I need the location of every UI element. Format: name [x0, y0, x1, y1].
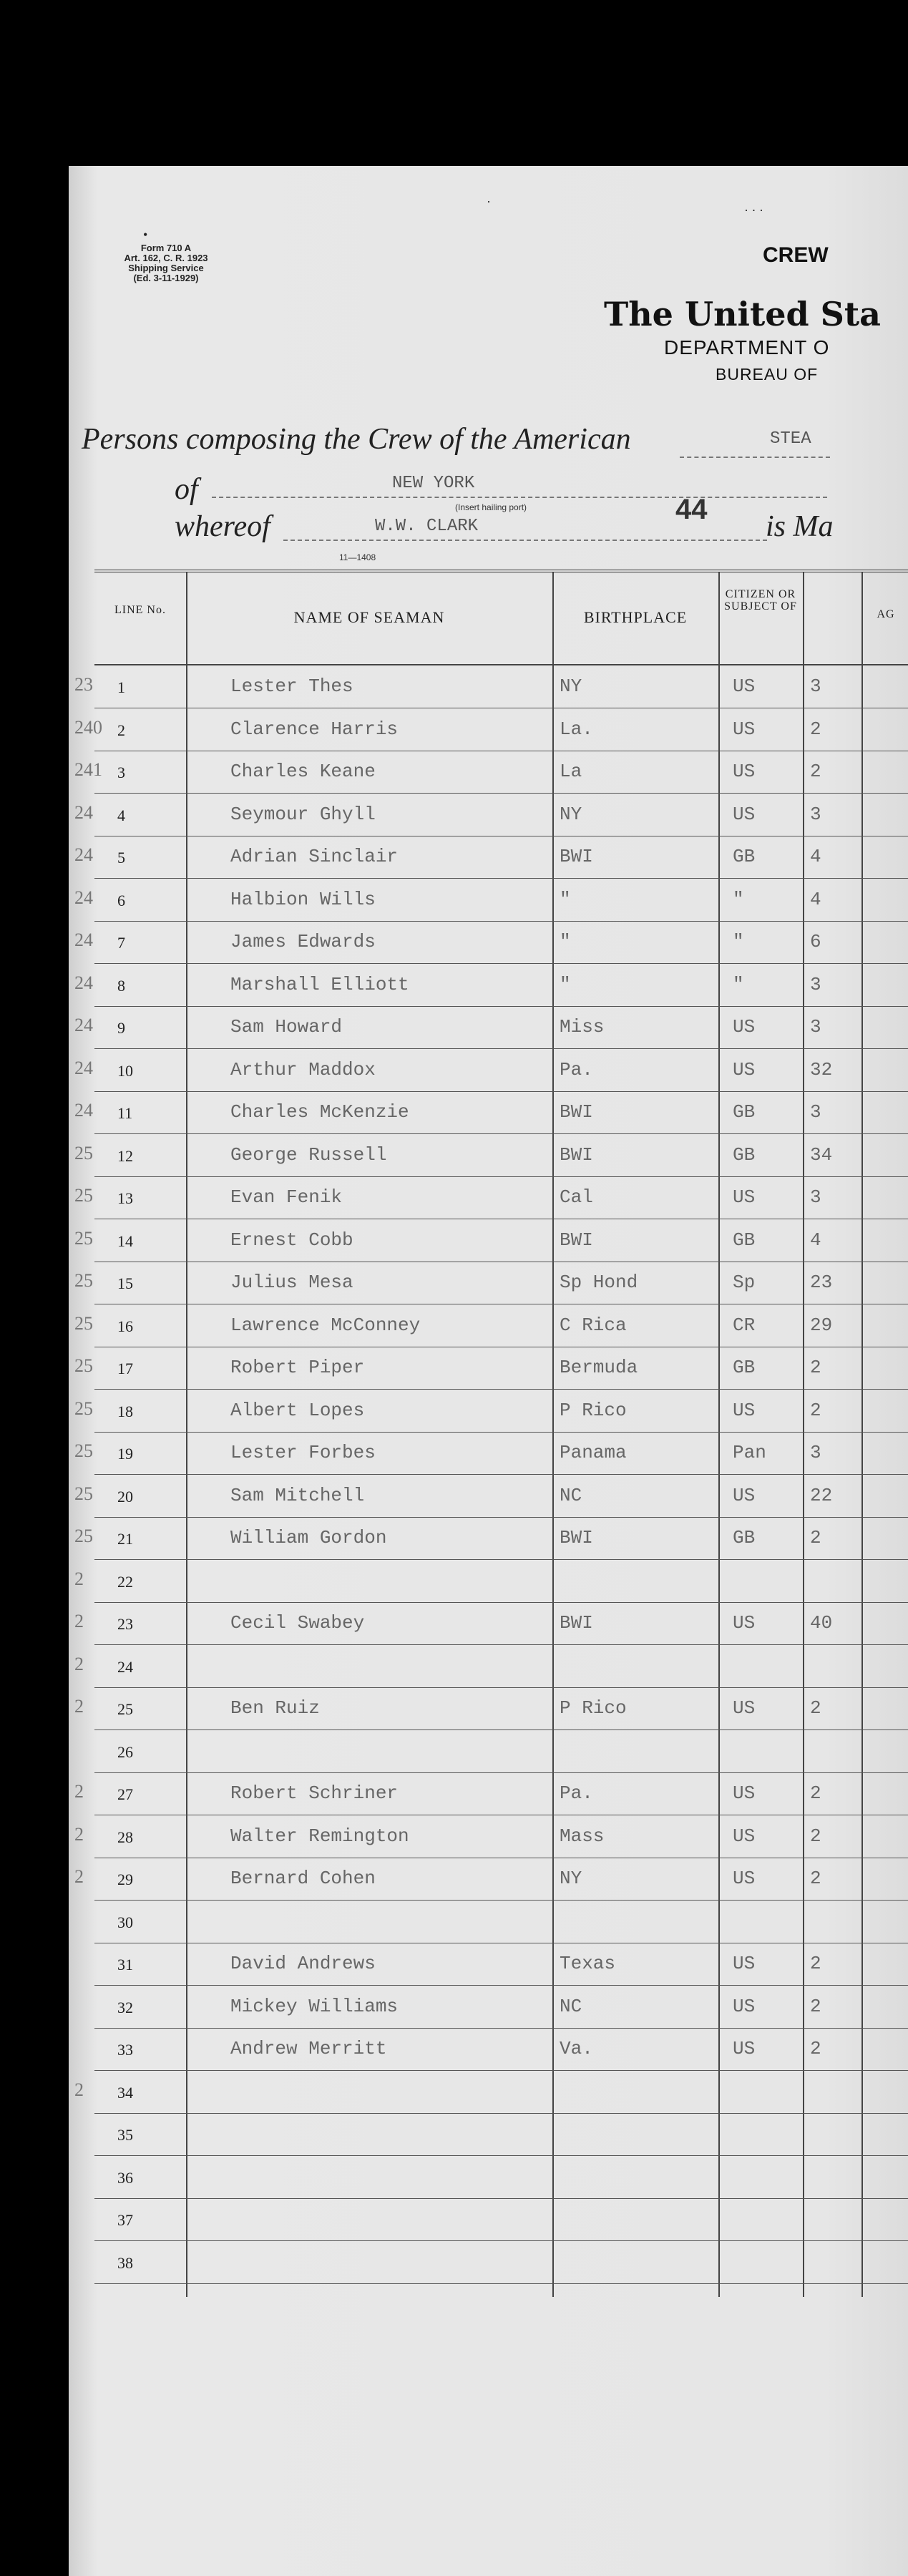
line-prefix: 2 [74, 1611, 84, 1631]
table-row [74, 921, 908, 964]
citizenship: US [733, 1953, 756, 1974]
citizenship: Pan [733, 1442, 766, 1463]
line-number: 38 [117, 2253, 133, 2272]
line-prefix: 2 [74, 1781, 84, 1802]
birthplace: " [560, 888, 571, 910]
table-row [74, 1262, 908, 1304]
citizenship: US [733, 1016, 756, 1038]
citizenship: US [733, 1399, 756, 1421]
citizenship: US [733, 1058, 756, 1080]
citizenship: US [733, 2038, 756, 2059]
line-number: 18 [117, 1402, 133, 1420]
seaman-name: Albert Lopes [230, 1399, 365, 1421]
birthplace: NY [560, 1868, 582, 1889]
age: 3 [810, 1186, 821, 1208]
line-prefix: 2 [74, 1568, 84, 1589]
birthplace: Sp Hond [560, 1272, 638, 1293]
age: 4 [810, 1229, 821, 1251]
seaman-name: Marshall Elliott [230, 973, 409, 995]
line-number: 14 [117, 1231, 133, 1250]
age: 2 [810, 1399, 821, 1421]
table-row [74, 1858, 908, 1901]
line-prefix: 2 [74, 1653, 84, 1674]
line-number: 27 [117, 1785, 133, 1803]
citizenship: GB [733, 1229, 756, 1251]
line-number: 28 [117, 1828, 133, 1846]
line-prefix: 24 [74, 972, 93, 993]
age: 2 [810, 1782, 821, 1804]
age: 2 [810, 1357, 821, 1378]
table-row [74, 1560, 908, 1603]
age: 3 [810, 1101, 821, 1123]
age: 40 [810, 1612, 833, 1634]
table-row [94, 1730, 908, 1773]
table-row [74, 964, 908, 1007]
table-row [94, 2198, 908, 2241]
table-row [74, 1645, 908, 1688]
line-number: 11 [117, 1104, 133, 1122]
crew-table [74, 570, 908, 2297]
seaman-name: Bernard Cohen [230, 1868, 376, 1889]
citizenship: US [733, 1868, 756, 1889]
citizenship: US [733, 1697, 756, 1719]
line-prefix: 25 [74, 1142, 93, 1163]
age: 3 [810, 1442, 821, 1463]
col-citizen: CITIZEN OR SUBJECT OF [724, 588, 797, 613]
punch-marks: · · · [744, 203, 763, 218]
table-row [94, 2156, 908, 2199]
line-prefix: 25 [74, 1270, 93, 1291]
table-row [74, 836, 908, 879]
age: 2 [810, 718, 821, 740]
line-prefix: 241 [74, 759, 102, 780]
seaman-name: Clarence Harris [230, 718, 399, 740]
age: 2 [810, 761, 821, 782]
age: 29 [810, 1314, 833, 1336]
line-number: 20 [117, 1487, 133, 1506]
seaman-name: Charles McKenzie [230, 1101, 409, 1123]
birthplace: Cal [560, 1186, 593, 1208]
line-number: 35 [117, 2126, 133, 2144]
citizenship: " [733, 888, 744, 910]
birthplace: Pa. [560, 1058, 593, 1080]
persons-line: Persons composing the Crew of the American [82, 423, 631, 456]
seaman-name: Lawrence McConney [230, 1314, 421, 1336]
table-row [74, 1134, 908, 1177]
col-name: NAME OF SEAMAN [293, 608, 445, 626]
citizenship: US [733, 1612, 756, 1634]
table-row [74, 751, 908, 794]
table-row [74, 1049, 908, 1092]
birthplace: Panama [560, 1442, 627, 1463]
table-row [74, 708, 908, 751]
seaman-name: Ernest Cobb [230, 1229, 353, 1251]
line-number: 37 [117, 2211, 133, 2229]
age: 32 [810, 1058, 833, 1080]
table-row [74, 879, 908, 922]
table-row [94, 2113, 908, 2156]
line-number: 4 [117, 806, 125, 824]
birthplace: Miss [560, 1016, 605, 1038]
line-number: 30 [117, 1913, 133, 1931]
citizenship: US [733, 1825, 756, 1847]
crew-heading: CREW [763, 243, 829, 267]
age: 3 [810, 803, 821, 825]
table-row [74, 1006, 908, 1049]
whereof-label: whereof [175, 510, 270, 543]
citizenship: US [733, 1782, 756, 1804]
line-prefix: 24 [74, 1100, 93, 1121]
age: 22 [810, 1484, 833, 1506]
line-number: 9 [117, 1019, 125, 1037]
line-number: 25 [117, 1700, 133, 1718]
seaman-name: Seymour Ghyll [230, 803, 376, 825]
age: 4 [810, 846, 821, 867]
seaman-name: Andrew Merritt [230, 2038, 387, 2059]
age: 2 [810, 1697, 821, 1719]
seaman-name: Ben Ruiz [230, 1697, 320, 1719]
line-number: 21 [117, 1530, 133, 1548]
table-row [74, 1390, 908, 1433]
seaman-name: Arthur Maddox [230, 1058, 376, 1080]
form-number: 11—1408 [339, 552, 376, 562]
age: 6 [810, 931, 821, 952]
line-number: 32 [117, 1998, 133, 2016]
line-number: 5 [117, 849, 125, 867]
citizenship: GB [733, 1143, 756, 1166]
age: 2 [810, 1527, 821, 1548]
hailing-port: NEW YORK [392, 474, 475, 493]
table-row [74, 1304, 908, 1347]
seaman-name: Lester Thes [230, 675, 353, 697]
port-note: (Insert hailing port) [455, 502, 527, 512]
birthplace: " [560, 931, 571, 952]
department-heading: DEPARTMENT O [664, 336, 830, 358]
birthplace: BWI [560, 1143, 593, 1166]
seaman-name: Walter Remington [230, 1825, 409, 1847]
age: 3 [810, 973, 821, 995]
age: 2 [810, 1825, 821, 1847]
line-prefix: 24 [74, 844, 93, 865]
is-label: is Ma [766, 510, 834, 543]
line-prefix: 25 [74, 1397, 93, 1419]
table-row [74, 794, 908, 836]
line-number: 22 [117, 1572, 133, 1591]
line-number: 12 [117, 1146, 133, 1165]
birthplace: P Rico [560, 1697, 627, 1719]
line-prefix: 24 [74, 801, 93, 823]
line-number: 8 [117, 976, 125, 995]
line-number: 19 [117, 1445, 133, 1463]
line-number: 16 [117, 1317, 133, 1335]
of-label: of [175, 473, 198, 506]
table-row [74, 1517, 908, 1560]
age: 2 [810, 1868, 821, 1889]
age: 2 [810, 1995, 821, 2017]
table-row [74, 1475, 908, 1518]
table-row [74, 1602, 908, 1645]
citizenship: US [733, 761, 756, 782]
birthplace: Bermuda [560, 1357, 638, 1378]
birthplace: BWI [560, 1101, 593, 1123]
table-row [74, 2071, 908, 2114]
bureau-heading: BUREAU OF [716, 365, 819, 384]
table-row [94, 2028, 908, 2071]
table-row [74, 1176, 908, 1219]
birthplace: BWI [560, 1229, 593, 1251]
birthplace: La. [560, 718, 593, 740]
citizenship: US [733, 1186, 756, 1208]
line-number: 31 [117, 1956, 133, 1974]
birthplace: NY [560, 675, 582, 697]
line-prefix: 24 [74, 1015, 93, 1035]
line-prefix: 25 [74, 1440, 93, 1461]
line-number: 1 [117, 678, 125, 696]
line-number: 36 [117, 2168, 133, 2187]
line-number: 10 [117, 1061, 133, 1080]
table-row [94, 1901, 908, 1943]
line-prefix: 2 [74, 1823, 84, 1845]
line-number: 13 [117, 1189, 133, 1207]
citizenship: US [733, 675, 756, 697]
birthplace: C Rica [560, 1314, 627, 1336]
seaman-name: Adrian Sinclair [230, 846, 399, 867]
seaman-name: Lester Forbes [230, 1442, 376, 1463]
line-prefix: 2 [74, 1866, 84, 1887]
seaman-name: Sam Mitchell [230, 1484, 365, 1506]
line-number: 7 [117, 934, 125, 952]
seaman-name: George Russell [230, 1143, 387, 1166]
citizenship: GB [733, 1357, 756, 1378]
seaman-name: Robert Schriner [230, 1782, 399, 1804]
birthplace: Va. [560, 2038, 593, 2059]
line-prefix: 24 [74, 930, 93, 950]
birthplace: NC [560, 1995, 582, 2017]
table-row [74, 1687, 908, 1730]
age: 3 [810, 1016, 821, 1038]
citizenship: US [733, 1484, 756, 1506]
line-number: 17 [117, 1360, 133, 1377]
line-prefix: 25 [74, 1355, 93, 1376]
seaman-name: Charles Keane [230, 761, 376, 782]
line-number: 29 [117, 1870, 133, 1888]
form-info: Form 710 A Art. 162, C. R. 1923 Shipping Service (Ed. 3-11-1929) [124, 243, 208, 283]
age: 23 [810, 1272, 833, 1293]
citizenship: GB [733, 1101, 756, 1123]
birthplace: P Rico [560, 1399, 627, 1421]
birthplace: BWI [560, 1527, 593, 1548]
punch-marks: • [143, 228, 148, 242]
line-number: 23 [117, 1615, 133, 1633]
col-age: AG [877, 608, 895, 620]
age: 4 [810, 888, 821, 910]
line-number: 33 [117, 2041, 133, 2059]
table-row [94, 1943, 908, 1986]
seaman-name: Halbion Wills [230, 888, 376, 910]
count-number: 44 [675, 494, 708, 525]
line-prefix: 25 [74, 1185, 93, 1206]
col-line-no: LINE No. [114, 604, 166, 616]
seaman-name: William Gordon [230, 1527, 387, 1548]
citizenship: CR [733, 1314, 756, 1336]
birthplace: NY [560, 803, 582, 825]
birthplace: Texas [560, 1953, 616, 1974]
master-name: W.W. CLARK [375, 517, 479, 536]
citizenship: GB [733, 846, 756, 867]
vessel-type: STEA [770, 429, 811, 449]
citizenship: " [733, 973, 744, 995]
line-prefix: 24 [74, 887, 93, 908]
line-number: 3 [117, 763, 125, 781]
birthplace: La [560, 761, 582, 782]
table-row [94, 2241, 908, 2284]
line-number: 6 [117, 891, 125, 909]
table-row [74, 1219, 908, 1262]
line-number: 26 [117, 1742, 133, 1761]
table-row [74, 1432, 908, 1475]
line-prefix: 25 [74, 1526, 93, 1546]
seaman-name: Julius Mesa [230, 1272, 353, 1293]
age: 2 [810, 1953, 821, 1974]
citizenship: US [733, 718, 756, 740]
citizenship: US [733, 1995, 756, 2017]
citizenship: " [733, 931, 744, 952]
seaman-name: Sam Howard [230, 1016, 343, 1038]
age: 2 [810, 2038, 821, 2059]
line-prefix: 240 [74, 716, 102, 738]
table-row [74, 1347, 908, 1390]
table-row [94, 1986, 908, 2029]
seaman-name: Evan Fenik [230, 1186, 343, 1208]
line-prefix: 2 [74, 2079, 84, 2100]
seaman-name: Mickey Williams [230, 1995, 399, 2017]
line-prefix: 25 [74, 1227, 93, 1249]
seaman-name: David Andrews [230, 1953, 376, 1974]
table-row [74, 1815, 908, 1858]
table-row [74, 665, 908, 708]
seaman-name: James Edwards [230, 931, 376, 952]
birthplace: Mass [560, 1825, 605, 1847]
line-prefix: 2 [74, 1696, 84, 1717]
birthplace: BWI [560, 1612, 593, 1634]
line-prefix: 23 [74, 674, 93, 695]
line-number: 15 [117, 1274, 133, 1292]
citizenship: GB [733, 1527, 756, 1548]
line-prefix: 25 [74, 1312, 93, 1334]
birthplace: Pa. [560, 1782, 593, 1804]
age: 34 [810, 1143, 833, 1166]
seaman-name: Robert Piper [230, 1357, 365, 1378]
line-prefix: 25 [74, 1483, 93, 1504]
table-row [74, 1091, 908, 1134]
age: 3 [810, 675, 821, 697]
line-number: 24 [117, 1657, 133, 1676]
birthplace: NC [560, 1484, 582, 1506]
citizenship: Sp [733, 1272, 756, 1293]
table-row [74, 1772, 908, 1815]
col-birthplace: BIRTHPLACE [583, 608, 688, 626]
punch-marks: · [487, 195, 491, 209]
line-number: 34 [117, 2083, 133, 2102]
birthplace: BWI [560, 846, 593, 867]
seaman-name: Cecil Swabey [230, 1612, 365, 1634]
gothic-title: The United Sta [604, 295, 881, 333]
line-prefix: 24 [74, 1057, 93, 1078]
citizenship: US [733, 803, 756, 825]
birthplace: " [560, 973, 571, 995]
line-number: 2 [117, 721, 125, 739]
